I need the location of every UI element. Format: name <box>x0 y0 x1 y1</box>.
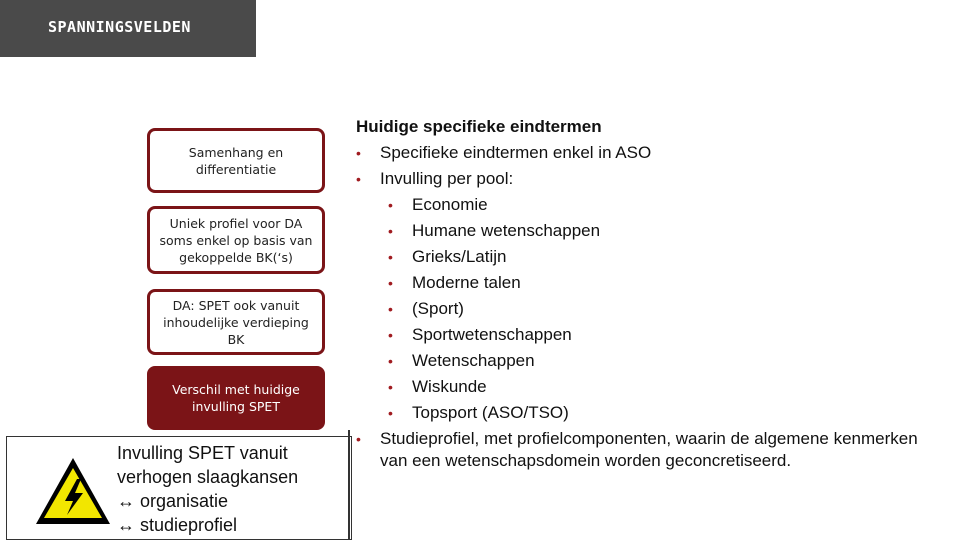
pool-item-text: Wetenschappen <box>412 351 535 370</box>
box-verschil <box>147 366 325 430</box>
pool-item <box>356 244 946 270</box>
bullet-icon: • <box>388 353 393 369</box>
bullet-icon: • <box>388 405 393 421</box>
pool-item <box>356 218 946 244</box>
pool-item <box>356 296 946 322</box>
bullet-icon: • <box>388 379 393 395</box>
box-label: Uniek profiel voor DA soms enkel op basis van gekoppelde BK(‘s) <box>159 215 313 265</box>
pool-item <box>356 192 946 218</box>
bullet-list <box>356 140 946 472</box>
box-label: DA: SPET ook vanuit inhoudelijke verdieping BK <box>163 297 309 347</box>
pool-item-text: (Sport) <box>412 299 464 318</box>
bullet-icon: • <box>356 171 361 187</box>
warning-line: ↔ organisatie <box>117 491 229 511</box>
pool-item-text: Humane wetenschappen <box>412 221 601 240</box>
box-uniek-profiel <box>147 206 325 274</box>
bullet-icon: • <box>388 197 393 213</box>
slide-title: SPANNINGSVELDEN <box>48 18 191 36</box>
bullet-icon: • <box>388 327 393 343</box>
section-heading: Huidige specifieke eindtermen <box>356 117 602 136</box>
warning-text <box>117 441 298 537</box>
pool-item <box>356 374 946 400</box>
list-item-text: Invulling per pool: <box>380 169 514 188</box>
bullet-icon: • <box>388 223 393 239</box>
box-label: Verschil met huidige invulling SPET <box>172 382 300 414</box>
list-item <box>356 166 946 192</box>
box-label: Samenhang en differentiatie <box>188 144 284 177</box>
pool-item-text: Grieks/Latijn <box>412 247 507 266</box>
box-samenhang <box>147 128 325 193</box>
divider-line <box>348 430 350 540</box>
right-column <box>356 114 946 472</box>
pool-item <box>356 348 946 374</box>
warning-line: ↔ studieprofiel <box>117 515 238 535</box>
warning-panel <box>6 436 352 540</box>
bullet-icon: • <box>356 145 361 161</box>
high-voltage-warning-icon <box>33 455 113 527</box>
pool-item-text: Moderne talen <box>412 273 521 292</box>
pool-item-text: Wiskunde <box>412 377 487 396</box>
warning-line: verhogen slaagkansen <box>117 467 299 487</box>
bullet-icon: • <box>388 301 393 317</box>
list-item-text: Studieprofiel, met profielcomponenten, waarin de algemene kenmerken van een wetenschapsdomein worden geconcretiseerd. <box>380 429 918 470</box>
pool-item-text: Economie <box>412 195 488 214</box>
list-item <box>356 140 946 166</box>
warning-line: Invulling SPET vanuit <box>117 443 288 463</box>
pool-item-text: Sportwetenschappen <box>412 325 572 344</box>
pool-item-text: Topsport (ASO/TSO) <box>412 403 569 422</box>
title-bar <box>0 0 256 57</box>
pool-item <box>356 400 946 426</box>
list-item-text: Specifieke eindtermen enkel in ASO <box>380 143 652 162</box>
bullet-icon: • <box>356 431 361 447</box>
bullet-icon: • <box>388 275 393 291</box>
bullet-icon: • <box>388 249 393 265</box>
list-item <box>356 428 946 472</box>
pool-item <box>356 322 946 348</box>
box-da-spet <box>147 289 325 355</box>
pool-item <box>356 270 946 296</box>
